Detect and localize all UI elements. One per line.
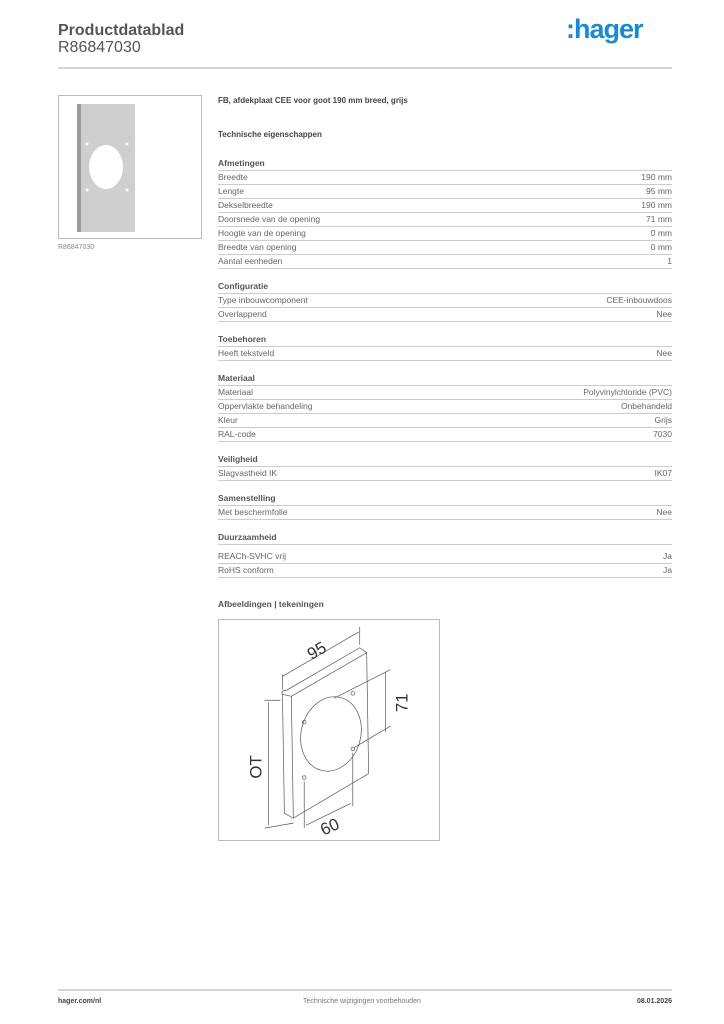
footer-date: 08.01.2026 bbox=[636, 998, 672, 1005]
spec-value: 1 bbox=[667, 256, 672, 266]
spec-label: Kleur bbox=[218, 415, 238, 425]
spec-section bbox=[218, 371, 672, 442]
image-caption: R86847030 bbox=[58, 244, 95, 251]
section-heading: Materiaal bbox=[218, 371, 672, 386]
section-heading: Afmetingen bbox=[218, 156, 672, 171]
spec-row bbox=[218, 227, 672, 241]
spec-value: IK07 bbox=[654, 468, 672, 478]
spec-label: Slagvastheid IK bbox=[218, 468, 278, 478]
spec-label: Heeft tekstveld bbox=[218, 348, 275, 358]
spec-section bbox=[218, 332, 672, 361]
specifications bbox=[218, 96, 672, 588]
spec-label: Breedte bbox=[218, 172, 248, 182]
dim-width-label: 95 bbox=[303, 637, 330, 664]
spec-row bbox=[218, 241, 672, 255]
spec-label: Dekselbreedte bbox=[218, 200, 273, 210]
spec-label: RAL-code bbox=[218, 429, 256, 439]
spec-value: Onbehandeld bbox=[620, 401, 672, 411]
spec-label: Oppervlakte behandeling bbox=[218, 401, 313, 411]
spec-value: Polyvinylchloride (PVC) bbox=[583, 387, 672, 397]
spec-value: 95 mm bbox=[646, 186, 672, 196]
spec-row bbox=[218, 255, 672, 269]
hager-logo: :hager bbox=[566, 14, 643, 44]
product-code: R86847030 bbox=[58, 39, 141, 56]
spec-row bbox=[218, 564, 672, 578]
spec-section bbox=[218, 452, 672, 481]
tech-heading: Technische eigenschappen bbox=[218, 130, 322, 139]
spec-value: 0 mm bbox=[650, 242, 672, 252]
spec-section bbox=[218, 156, 672, 269]
spec-label: REACh-SVHC vrij bbox=[218, 551, 287, 561]
spec-label: Met beschermfolie bbox=[218, 507, 288, 517]
spec-value: Nee bbox=[656, 348, 672, 358]
product-name: FB, afdekplaat CEE voor goot 190 mm breed, grijs bbox=[218, 96, 408, 105]
section-heading: Veiligheid bbox=[218, 452, 672, 467]
spec-value: 7030 bbox=[653, 429, 672, 439]
spec-section bbox=[218, 491, 672, 520]
spec-value: 190 mm bbox=[641, 200, 672, 210]
spec-value: Grijs bbox=[654, 415, 672, 425]
spec-row bbox=[218, 467, 672, 481]
dim-ot-label: OT bbox=[246, 755, 266, 779]
spec-value: CEE-inbouwdoos bbox=[606, 295, 672, 305]
spec-value: 0 mm bbox=[650, 228, 672, 238]
spec-label: Lengte bbox=[218, 186, 244, 196]
spec-row bbox=[218, 414, 672, 428]
spec-row bbox=[218, 213, 672, 227]
section-heading: Samenstelling bbox=[218, 491, 672, 506]
section-heading: Toebehoren bbox=[218, 332, 672, 347]
spec-label: Materiaal bbox=[218, 387, 253, 397]
section-heading: Configuratie bbox=[218, 279, 672, 294]
spec-label: Aantal eenheden bbox=[218, 256, 283, 266]
spec-row bbox=[218, 400, 672, 414]
spec-value: Ja bbox=[663, 565, 672, 575]
spec-row bbox=[218, 506, 672, 520]
images-heading: Afbeeldingen | tekeningen bbox=[218, 599, 324, 609]
spec-section bbox=[218, 279, 672, 322]
spec-label: Overlappend bbox=[218, 309, 267, 319]
spec-value: 71 mm bbox=[646, 214, 672, 224]
page-title: Productdatablad bbox=[58, 22, 185, 39]
spec-row bbox=[218, 386, 672, 400]
spec-label: Type inbouwcomponent bbox=[218, 295, 308, 305]
spec-value: Ja bbox=[663, 551, 672, 561]
spec-value: Nee bbox=[656, 309, 672, 319]
spec-row bbox=[218, 199, 672, 213]
footer-website[interactable]: hager.com/nl bbox=[58, 998, 102, 1005]
spec-row bbox=[218, 294, 672, 308]
spec-label: Hoogte van de opening bbox=[218, 228, 306, 238]
spec-row bbox=[218, 308, 672, 322]
spec-label: RoHS conform bbox=[218, 565, 274, 575]
spec-label: Doorsnede van de opening bbox=[218, 214, 321, 224]
spec-row bbox=[218, 185, 672, 199]
technical-drawing bbox=[218, 619, 440, 841]
footer-disclaimer: Technische wijzigingen voorbehouden bbox=[303, 998, 421, 1005]
spec-row bbox=[218, 550, 672, 564]
footer-divider bbox=[58, 989, 672, 991]
product-image bbox=[58, 95, 202, 239]
spec-label: Breedte van opening bbox=[218, 242, 297, 252]
spec-row bbox=[218, 171, 672, 185]
spec-value: Nee bbox=[656, 507, 672, 517]
spec-section bbox=[218, 530, 672, 578]
section-heading: Duurzaamheid bbox=[218, 530, 672, 545]
spec-row bbox=[218, 428, 672, 442]
dim-opening-label: 71 bbox=[392, 693, 412, 713]
spec-row bbox=[218, 347, 672, 361]
spec-value: 190 mm bbox=[641, 172, 672, 182]
dim-spacing-label: 60 bbox=[317, 814, 343, 840]
header-divider bbox=[58, 67, 672, 69]
